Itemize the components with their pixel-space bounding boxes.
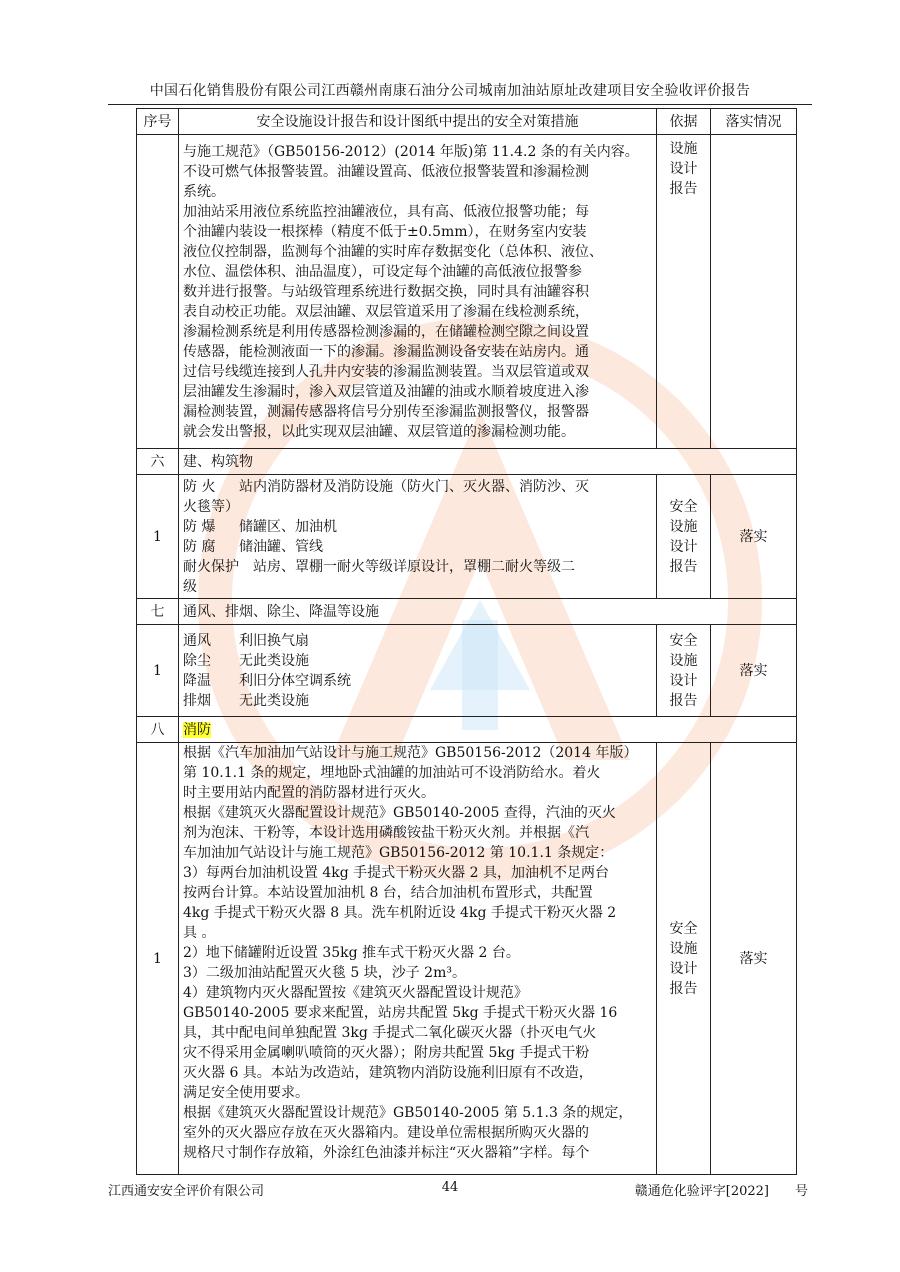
status-cell: 落实 xyxy=(711,475,797,599)
basis-cell: 安全 设施 设计 报告 xyxy=(657,625,711,717)
safety-measures-table xyxy=(136,108,797,1175)
status-cell xyxy=(711,135,797,449)
section-title: 通风、排烟、除尘、降温等设施 xyxy=(179,599,797,625)
section-row xyxy=(137,599,797,625)
table-header-row xyxy=(137,109,797,135)
basis-cell: 设施 设计 报告 xyxy=(657,135,711,449)
footer-page-number: 44 xyxy=(441,1180,459,1195)
header-no: 序号 xyxy=(137,109,179,135)
table-row xyxy=(137,135,797,449)
header-measures: 安全设施设计报告和设计图纸中提出的安全对策措施 xyxy=(179,109,657,135)
measure-text: 根据《汽车加油加气站设计与施工规范》GB50156-2012（2014 年版） 第 10.1.1 条的规定，埋地卧式油罐的加油站可不设消防给水。着火 时主要用站内配置的消防器材进行灭火。 根据《建筑灭火器配置设计规范》GB50140-2005 查得，汽油的灭火 剂为泡沫、干粉等，本设计选用磷酸铵盐干粉灭火剂。并根据《汽 车加油加气站设计与施工规范》GB50156-2012 第 10.1.1 条规定： 3）每两台加油机设置 4kg 手提式干粉灭火器 2 具，加油机不足两台 按两台计算。本站设置加油机 8 台，结合加油机布置形式，共配置 4kg 手提式干粉灭火器 8 具。洗车机附近设 4kg 手提式干粉灭火器 2 具 。 2）地下储罐附近设置 35kg 推车式干粉灭火器 2 台。 3）二级加油站配置灭火毯 5 块，沙子 2m³。 4）建筑物内灭火器配置按《建筑灭火器配置设计规范》 GB50140-2005 要求来配置，站房共配置 5kg 手提式干粉灭火器 16 具，其中配电间单独配置 3kg 手提式二氧化碳灭火器（扑灭电气火 灾不得采用金属喇叭喷筒的灭火器）；附房共配置 5kg 手提式干粉 灭火器 6 具。本站为改造站，建筑物内消防设施利旧原有不改造， 满足安全使用要求。 根据《建筑灭火器配置设计规范》GB50140-2005 第 5.1.3 条的规定， 室外的灭火器应存放在灭火器箱内。建设单位需根据所购灭火器的 规格尺寸制作存放箱，外涂红色油漆并标注“灭火器箱”字样。每个 xyxy=(179,743,657,1175)
footer-company: 江西通安安全评价有限公司 xyxy=(108,1184,265,1199)
section-title: 建、构筑物 xyxy=(179,449,797,475)
row-no-cell xyxy=(137,135,179,449)
status-cell: 落实 xyxy=(711,625,797,717)
section-no: 八 xyxy=(137,717,179,743)
basis-cell: 安全 设施 设计 报告 xyxy=(657,475,711,599)
table-row xyxy=(137,625,797,717)
section-title: 消防 xyxy=(179,717,797,743)
section-no: 七 xyxy=(137,599,179,625)
header-status: 落实情况 xyxy=(711,109,797,135)
basis-cell: 安全 设施 设计 报告 xyxy=(657,743,711,1175)
header-basis: 依据 xyxy=(657,109,711,135)
measure-text: 通风 利旧换气扇 除尘 无此类设施 降温 利旧分体空调系统 排烟 无此类设施 xyxy=(179,625,657,717)
page-header: 中国石化销售股份有限公司江西赣州南康石油分公司城南加油站原址改建项目安全验收评价报告 xyxy=(149,83,751,99)
row-no: 1 xyxy=(137,743,179,1175)
table-row xyxy=(137,743,797,1175)
table-row xyxy=(137,475,797,599)
footer-doc-number: 赣通危化验评字[2022] 号 xyxy=(634,1184,808,1199)
section-row xyxy=(137,449,797,475)
measure-text: 防 火 站内消防器材及消防设施（防火门、灭火器、消防沙、灭 火毯等） 防 爆 储罐区、加油机 防 腐 储油罐、管线 耐火保护 站房、罩棚一耐火等级详原设计，罩棚二耐火等级二 级 xyxy=(179,475,657,599)
measure-text: 与施工规范》（GB50156-2012）(2014 年版)第 11.4.2 条的有关内容。 不设可燃气体报警装置。油罐设置高、低液位报警装置和渗漏检测 系统。 加油站采用液位系统监控油罐液位，具有高、低液位报警功能；每 个油罐内装设一根探棒（精度不低于±0.5mm），在财务室内安装 液位仪控制器，监测每个油罐的实时库存数据变化（总体积、液位、 水位、温偿体积、油品温度），可设定每个油罐的高低液位报警参 数并进行报警。与站级管理系统进行数据交换，同时具有油罐容积 表自动校正功能。双层油罐、双层管道采用了渗漏在线检测系统， 渗漏检测系统是利用传感器检测渗漏的，在储罐检测空隙之间设置 传感器，能检测液面一下的渗漏。渗漏监测设备安装在站房内。通 过信号线缆连接到人孔井内安装的渗漏监测装置。当双层管道或双 层油罐发生渗漏时，渗入双层管道及油罐的油或水顺着坡度进入渗 漏检测装置，测漏传感器将信号分别传至渗漏监测报警仪，报警器 就会发出警报，以此实现双层油罐、双层管道的渗漏检测功能。 xyxy=(179,135,657,449)
section-no: 六 xyxy=(137,449,179,475)
section-row xyxy=(137,717,797,743)
status-cell: 落实 xyxy=(711,743,797,1175)
row-no: 1 xyxy=(137,625,179,717)
header-rule xyxy=(108,104,812,105)
row-no: 1 xyxy=(137,475,179,599)
